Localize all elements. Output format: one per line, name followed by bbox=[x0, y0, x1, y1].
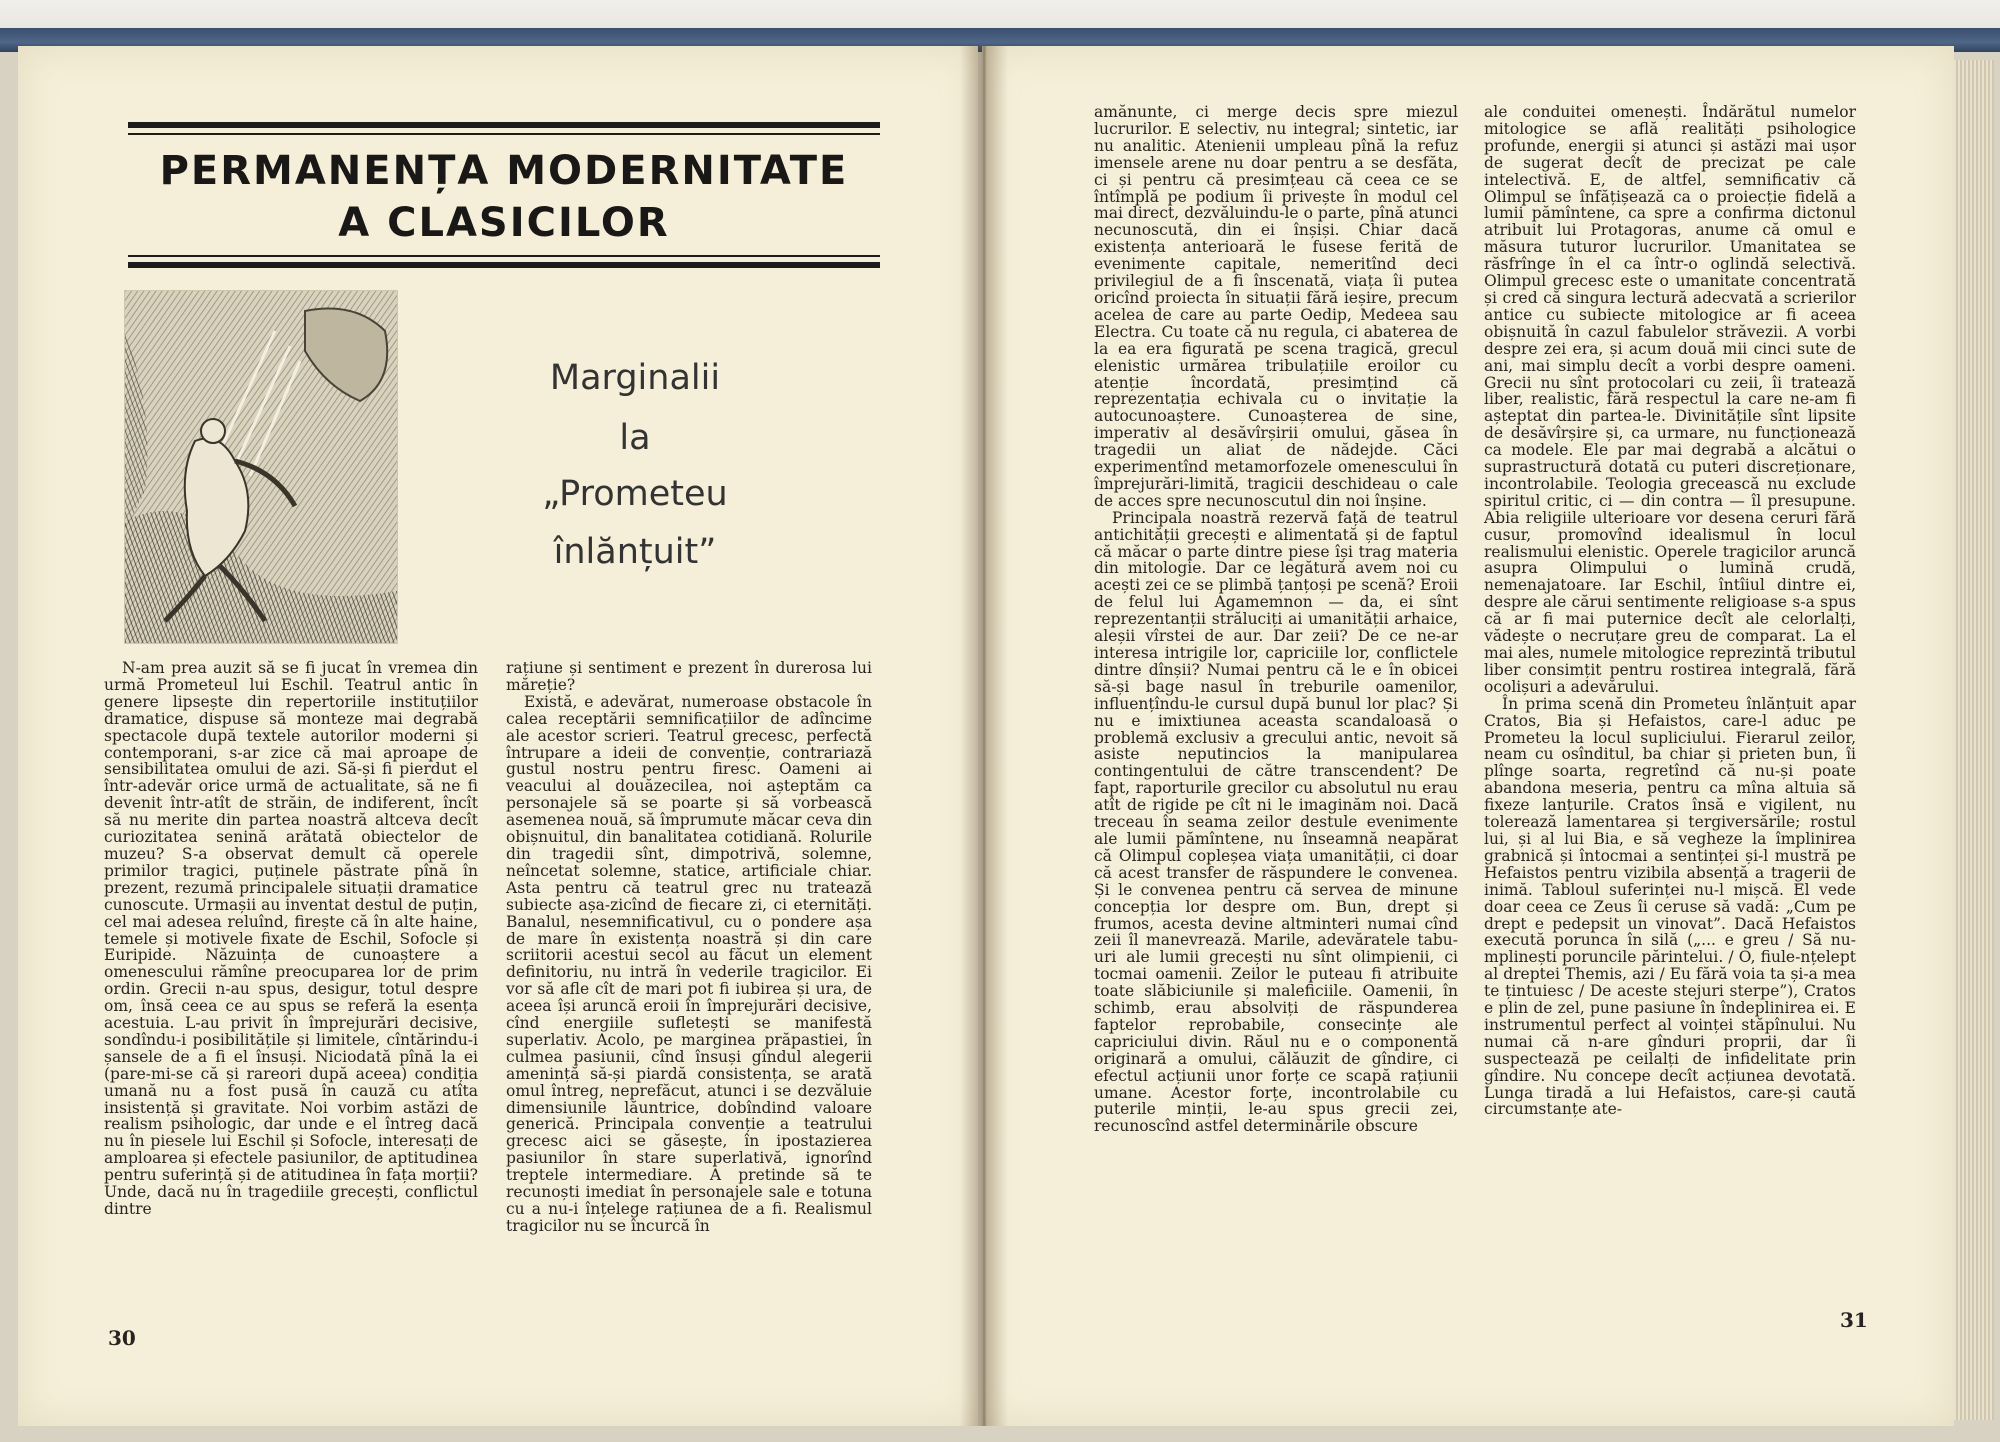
article-subtitle-line4: înlănțuit” bbox=[553, 532, 717, 572]
paragraph: Există, e adevărat, numeroase obstacole în calea receptării semnificațiilor de adîncime ale acestor scrieri. Teatrul grecesc, perfectă întrupare a ideii de convenție, contrariază gustul nostru pentru firesc. Oameni ai veacului al douăzecilea, noi așteptăm ca personajele să se poarte și să vorbească asemenea nouă, să împrumute măcar ceva din obișnuitul, din banalitatea cotidiană. Rolurile din tragedii sînt, dimpotrivă, solemne, neîncetat solemne, statice, artificiale chiar. Asta pentru că teatrul grec nu tratează subiecte așa-zicînd de fiecare zi, ci eternități. Banalul, nesemnificativul, cu o pondere așa de mare în existența noastră și din care scriitorii acestui secol au făcut un element definitoriu, nu intră în vederile tragicilor. Ei vor să afle cît de mari pot fi iubirea și ura, de aceea își aruncă eroii în împrejurări decisive, cînd energiile sufletești se manifestă superlativ. Acolo, pe marginea prăpastiei, în culmea pasiunii, cînd însuși gîndul alegerii amenință să-și piardă consistența, se arată omul întreg, neprefăcut, atunci i se dezvăluie dimensiunile lăuntrice, dobîndind valoare generică. Principala convenție a teatrului grecesc aici se găsește, în ipostazierea pasiunilor în stare superlativă, ignorînd treptele intermediare. A pretinde să te recunoști imediat în personajele sale e totuna cu a nu-i înțelege rațiunea de a fi. Realismul tragicilor nu se încurcă în bbox=[506, 692, 872, 1235]
paragraph: În prima scenă din Prometeu înlănțuit apar Cratos, Bia și Hefaistos, care-l aduc pe Prometeu la locul supliciului. Fierarul zeilor, neam cu osînditul, ba chiar și prieten bun, îi plînge soarta, regretînd că nu-și poate abandona meseria, pentru ca mîna altuia să fixeze lanțurile. Cratos însă e vigilent, nu tolerează lamentarea și tergiversările; rostul lui, și al lui Bia, e să vegheze la împlinirea grabnică și întocmai a sentinței și-l mustră pe Hefaistos pentru vizibila absență a tragerii de inimă. Tabloul suferinței nu-l mișcă. El vede doar ceea ce Zeus îi ceruse să vadă: „Cum pe drept e pedepsit un vinovat”. Dacă Hefaistos execută porunca în silă („... e greu / Să nu-mplinești poruncile părintelui. / O, fiule-nțelept al dreptei Themis, azi / Eu fără voia ta și-a mea te țintuiesc / De aceste stejuri sterpe”), Cratos e plin de zel, pune pasiune în îndeplinirea ei. E instrumentul perfect al voinței stăpînului. Nu numai că n-are gînduri proprii, dar îi suspectează pe ceilalți de infidelitate prin gîndire. Nu concepe decît acțiunea devotată. Lunga tiradă a lui Hefaistos, care-și caută circumstanțe ate- bbox=[1484, 694, 1856, 1119]
title-bottom-rule bbox=[128, 262, 880, 268]
article-title-line1: PERMANENȚA MODERNITATE bbox=[159, 148, 849, 194]
book-gutter bbox=[960, 46, 1008, 1426]
page-number-left: 30 bbox=[108, 1326, 136, 1350]
article-subtitle-line1: Marginalii bbox=[549, 358, 721, 398]
page-edges bbox=[1954, 60, 1994, 1420]
paragraph: amănunte, ci merge decis spre miezul lucrurilor. E selectiv, nu integral; sintetic, iar nu analitic. Atenienii umpleau pînă la refuz imensele arene nu doar pentru a se desfăta, ci și pentru că presimțeau că ceea ce se întîmplă pe podium îi privește în modul cel mai direct, dezvăluindu-le o parte, pînă atunci necunoscută, din ei înșiși. Chiar dacă existența anterioară le fusese ferită de evenimente capitale, nemeritînd deci privilegiul de a fi înscenată, viața îi putea oricînd proiecta în situații fără ieșire, precum acelea de care au parte Oedip, Medeea sau Electra. Cu toate că nu regula, ci abaterea de la ea era figurată pe scena tragică, grecul elenistic urmărea tribulațiile eroilor cu atenție încordată, presimțind că reprezentația echivala cu o invitație la autocunoaștere. Cunoașterea de sine, imperativ al desăvîrșirii omului, găsea în tragedii un aliat de nădejde. Căci experimentînd metamorfozele omenescului în împrejurări-limită, tragicii deschideau o cale de acces spre necunoscutul din noi înșine. bbox=[1094, 103, 1458, 510]
right-column-1 bbox=[1094, 104, 1458, 1135]
right-column-2 bbox=[1484, 104, 1856, 1118]
paragraph: N-am prea auzit să se fi jucat în vremea din urmă Prometeul lui Eschil. Teatrul antic în genere lipsește din repertoriile instituțiilor dramatice, dispuse să monteze mai degrabă spectacole după textele autorilor moderni și contemporani, s-ar zice că mai aproape de sensibilitatea omului de azi. Să-și fi pierdut el într-adevăr orice urmă de actualitate, să ne fi devenit într-atît de străin, de indiferent, încît să nu merite din partea noastră altceva decît curiozitatea senină arătată obiectelor de muzeu? S-a observat demult că operele primilor tragici, puținele păstrate pînă în prezent, rezumă principalele situații dramatice cunoscute. Urmașii au inventat destul de puțin, cel mai adesea reluînd, firește că în alte haine, temele și motivele fixate de Eschil, Sofocle și Euripide. Năzuința de cunoaștere a omenescului rămîne preocuparea lor de prim ordin. Grecii n-au spus, desigur, totul despre om, însă ceea ce au spus se referă la esența acestuia. L-au privit în împrejurări decisive, sondîndu-i posibilitățile și limitele, cîntărindu-i șansele de a fi el însuși. Niciodată pînă la ei (pare-mi-se că și rareori după aceea) condiția umană nu a fost pusă în cauză cu atîta insistență și gravitate. Noi vorbim astăzi de realism psihologic, dar unde e el întreg dacă nu în piesele lui Eschil și Sofocle, interesați de amploarea și efectele pasiunilor, de aptitudinea pentru suferință și de atitudinea în fața morții? Unde, dacă nu în tragediile grecești, conflictul dintre bbox=[104, 659, 478, 1218]
paragraph: rațiune și sentiment e prezent în durerosa lui măreție? bbox=[506, 659, 872, 694]
page-number-right: 31 bbox=[1840, 1308, 1868, 1332]
title-top-rule-thin bbox=[128, 133, 880, 135]
left-column-1 bbox=[104, 660, 478, 1218]
left-column-2 bbox=[506, 660, 872, 1235]
article-subtitle-line3: „Prometeu bbox=[542, 474, 728, 514]
title-top-rule bbox=[128, 122, 880, 128]
prometheus-engraving bbox=[124, 290, 398, 644]
article-subtitle-line2: la bbox=[619, 418, 651, 458]
title-bottom-rule-thin bbox=[128, 255, 880, 257]
paragraph: ale conduitei omenești. Îndărătul numelor mitologice se află realități psihologice profunde, energii și atunci și astăzi mai ușor de sugerat decît de precizat pe cale intelectivă. E, de altfel, semnificativ că Olimpul se înfățișează ca o proiecție fidelă a lumii pămîntene, ca spre a confirma dictonul atribuit lui Protagoras, anume că omul e măsura tuturor lucrurilor. Umanitatea se răsfrînge în el ca într-o oglindă selectivă. Olimpul grecesc este o umanitate concentrată și cred că singura lectură adecvată a scrierilor antice cu subiecte mitologice ar fi aceea obișnuită în cazul fabulelor străvezii. A vorbi despre zei era, și acum două mii cinci sute de ani, mai simplu decît a vorbi despre oameni. Grecii nu sînt protocolari cu zeii, îi tratează liber, realistic, fără respectul la care ne-am fi așteptat din partea-le. Divinitățile sînt lipsite de desăvîrșire și, ca urmare, nu funcționează ca modele. Ele par mai degrabă a alcătui o suprastructură dotată cu puteri discreționare, incontrolabile. Teologia grecească nu exclude spiritul critic, ci — din contra — îl presupune. Abia religiile ulterioare vor desena ceruri fără cusur, promovînd idealismul în locul realismului elenistic. Operele tragicilor aruncă asupra Olimpului o lumină crudă, nemenajatoare. Iar Eschil, întîiul dintre ei, despre ale cărui sentimente religioase s-a spus că ar fi mai puternice decît ale celorlalți, vădește o necruțare greu de comparat. La el mai ales, numele mitologice reprezintă tributul liber consimțit pentru rostirea integrală, fără ocolișuri a adevărului. bbox=[1484, 103, 1856, 696]
article-title-line2: A CLASICILOR bbox=[338, 200, 670, 246]
paragraph: Principala noastră rezervă față de teatrul antichității grecești e alimentată și de faptul că măcar o parte dintre piese își trag materia din mitologie. Dar ce legătură avem noi cu acești zei ce se plimbă țanțoși pe scenă? Eroii de felul lui Agamemnon — da, ei sînt reprezentanții străluciți ai umanității arhaice, aleșii vîrstei de aur. Dar zeii? De ce ne-ar interesa intrigile lor, capriciile lor, conflictele dintre dînșii? Numai pentru că le e în obicei să-și bage nasul în treburile oamenilor, influențîndu-le cursul după bunul lor plac? Și nu e imixtiunea aceasta scandaloasă o problemă exclusiv a grecului antic, nevoit să asiste neputincios la manipularea contingentului de către transcendent? De fapt, raporturile grecilor cu absolutul nu erau atît de rigide pe cît ni le imaginăm noi. Dacă treceau în seama zeilor destule evenimente ale lumii pămîntene, nu înseamnă neapărat că Olimpul copleșea viața umanității, ci doar că acest transfer de răspundere le convenea. Și le convenea pentru că servea de minune concepția lor despre om. Bun, drept și frumos, acesta devine altminteri numai cînd zeii îl manevrează. Marile, adevăratele tabu-uri ale lumii grecești nu sînt olimpienii, ci tocmai oamenii. Zeilor le puteau fi atribuite toate slăbiciunile și maleficiile. Oamenii, în schimb, erau absolviți de răspunderea faptelor reprobabile, consecințe ale capriciului divin. Răul nu e o componentă originară a omului, călăuzit de gîndire, ci efectul acțiunii unor forțe ce scapă rațiunii umane. Acestor forțe, incontrolabile cu puterile minții, le-au spus grecii zei, recunoscînd astfel determinările obscure bbox=[1094, 508, 1458, 1136]
